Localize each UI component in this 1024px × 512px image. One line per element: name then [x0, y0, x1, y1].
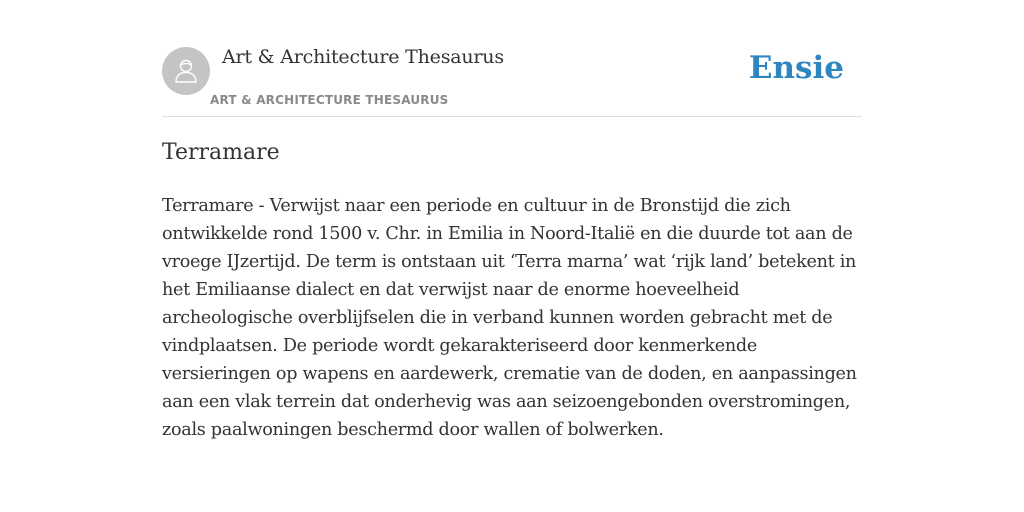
user-silhouette-icon — [171, 56, 201, 86]
ensie-logo[interactable]: Ensie — [748, 50, 844, 86]
header — [162, 40, 862, 117]
publisher-name[interactable]: Art & Architecture Thesaurus — [222, 46, 504, 68]
entry-definition: Terramare - Verwijst naar een periode en cultuur in de Bronstijd die zich ontwikkelde rond 1500 v. Chr. in Emilia in Noord-Italië en die duurde tot aan de vroege IJzertijd. De term is ontstaan uit ‘Terra marna’ wat ‘rijk land’ betekent in het Emiliaanse dialect en dat verwijst naar de enorme hoeveelheid archeologische overblijfselen die in verband kunnen worden gebracht met de vindplaatsen. De periode wordt gekarakteriseerd door kenmerkende versieringen op wapens en aardewerk, crematie van de doden, en aanpassingen aan een vlak terrein dat onderhevig was aan seizoengebonden overstromingen, zoals paalwoningen beschermd door wallen of bolwerken. — [162, 196, 857, 440]
publisher-subtitle[interactable]: ART & ARCHITECTURE THESAURUS — [210, 93, 449, 107]
avatar[interactable] — [162, 47, 210, 95]
entry-title: Terramare — [162, 140, 280, 165]
